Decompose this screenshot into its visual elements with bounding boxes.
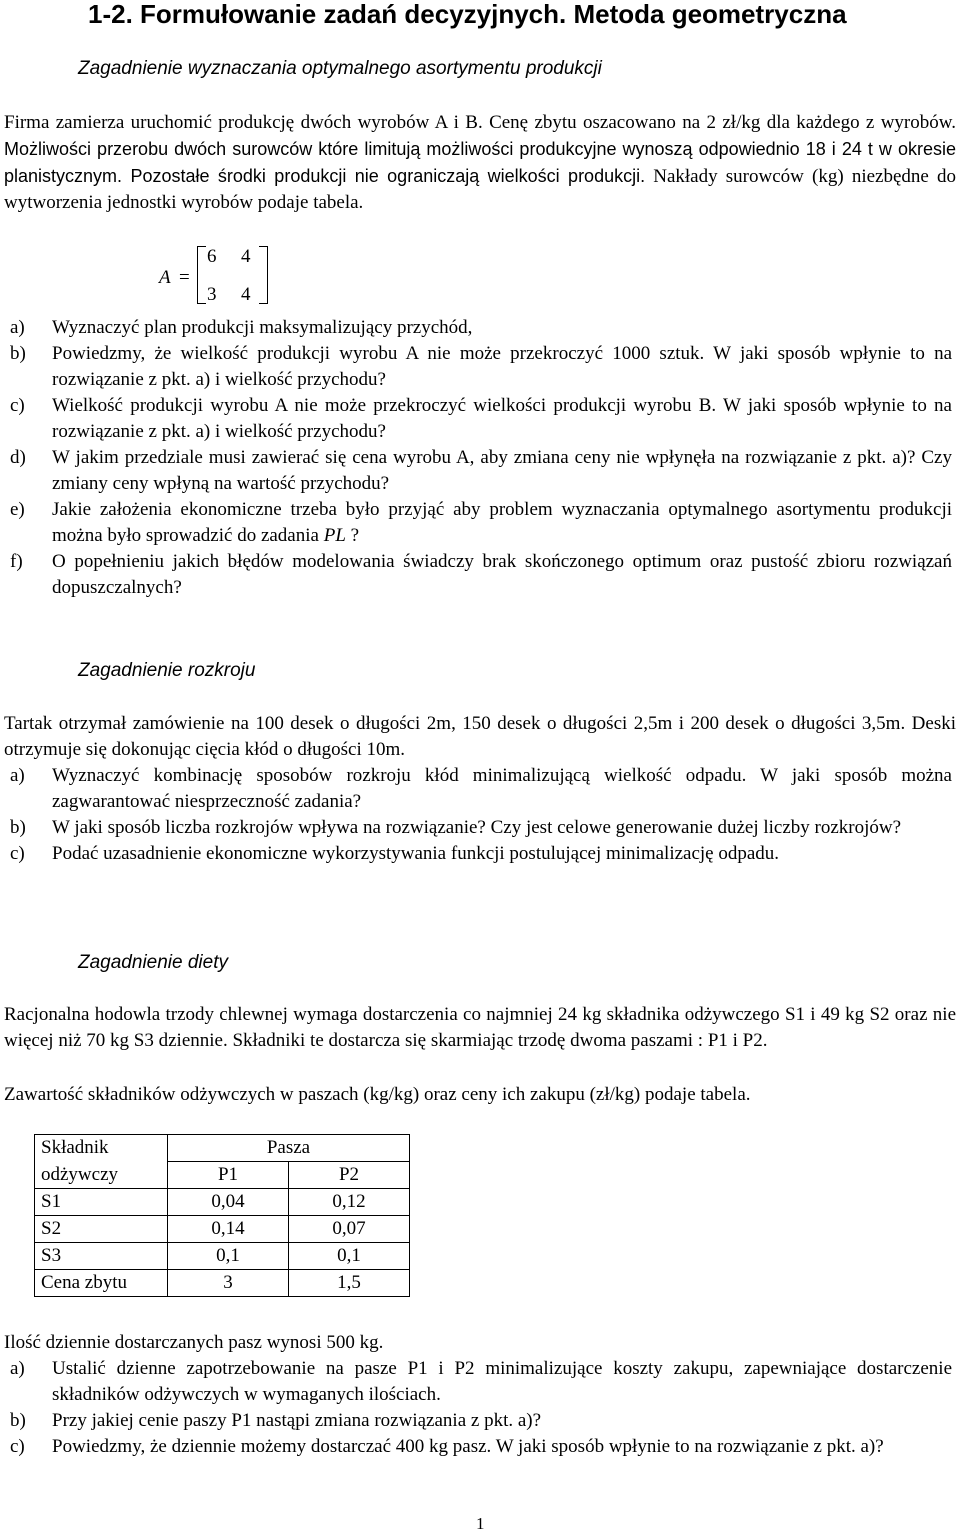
- item-text: Powiedzmy, że dziennie możemy dostarczać 400 kg pasz. W jaki sposób wpłynie to na rozwiązanie z pkt. a)?: [52, 1436, 884, 1457]
- item-text-main: Jakie założenia ekonomiczne trzeba było przyjąć aby problem wyznaczania optymalnego asortymentu produkcji można było sprowadzić do zadania: [52, 499, 952, 546]
- list-item: [0, 393, 960, 445]
- item-text: O popełnieniu jakich błędów modelowania świadczy brak skończonego optimum oraz pustość zbioru rozwiązań dopuszczalnych?: [52, 551, 952, 598]
- matrix-equals: =: [179, 267, 190, 288]
- left-bracket: [197, 246, 206, 304]
- table-cell: 0,14: [168, 1216, 289, 1243]
- table-group-header: Pasza: [168, 1135, 410, 1162]
- item-text: Przy jakiej cenie paszy P1 nastąpi zmiana rozwiązania z pkt. a)?: [52, 1410, 542, 1431]
- intro-part-1: Firma zamierza uruchomić produkcję dwóch wyrobów A i B. Cenę zbytu oszacowano na 2 zł/kg dla każdego z wyrobów.: [4, 112, 956, 133]
- table-row-header: Cena zbytu: [35, 1270, 168, 1297]
- right-bracket: [259, 246, 268, 304]
- item-text: Wielkość produkcji wyrobu A nie może przekroczyć wielkości produkcji wyrobu B. W jaki sposób wpłynie to na rozwiązanie z pkt. a) i wielkość przychodu?: [52, 395, 952, 442]
- list-item: [0, 841, 960, 867]
- item-marker: a): [10, 765, 25, 786]
- intro-part-2: Możliwości przerobu dwóch surowców które limitują możliwości produkcyjne wynoszą odpowiednio 18 i 24 t w okresie planistycznym. Pozostałe środki produkcji nie ograniczają wielkości produkcji.: [4, 139, 956, 186]
- item-marker: a): [10, 1358, 25, 1379]
- table-cell: 0,07: [289, 1216, 410, 1243]
- item-text: Powiedzmy, że wielkość produkcji wyrobu A nie może przekroczyć 1000 sztuk. W jaki sposób wpłynie to na rozwiązanie z pkt. a) i wielkość przychodu?: [52, 343, 952, 390]
- matrix-cell: 3: [207, 284, 217, 305]
- section-title-cutting: Zagadnienie rozkroju: [78, 660, 256, 681]
- item-text: W jaki sposób liczba rozkrojów wpływa na rozwiązanie? Czy jest celowe generowanie dużej liczby rozkrojów?: [52, 817, 902, 838]
- page-number: 1: [476, 1514, 485, 1533]
- section-title-diet: Zagadnienie diety: [78, 952, 228, 973]
- item-text: [52, 497, 952, 549]
- list-item: [0, 1408, 960, 1434]
- table-cell: 0,1: [289, 1243, 410, 1270]
- item-text: Ustalić dzienne zapotrzebowanie na pasze P1 i P2 minimalizujące koszty zakupu, zapewniające dostarczenie składników odżywczych w wymaganych ilościach.: [52, 1358, 952, 1405]
- assortment-questions: [0, 315, 960, 601]
- section-title-assortment: Zagadnienie wyznaczania optymalnego asortymentu produkcji: [78, 58, 602, 79]
- table-row: [35, 1243, 410, 1270]
- table-col-header: P1: [168, 1162, 289, 1189]
- matrix-a: [155, 240, 275, 312]
- table-row-header: S2: [35, 1216, 168, 1243]
- table-cell: 1,5: [289, 1270, 410, 1297]
- item-marker: a): [10, 317, 25, 338]
- table-corner-bottom: odżywczy: [35, 1162, 168, 1189]
- list-item: [0, 763, 960, 815]
- table-row: [35, 1270, 410, 1297]
- list-item: [0, 1356, 960, 1408]
- feed-table: [34, 1134, 410, 1297]
- table-row: [35, 1189, 410, 1216]
- cutting-questions: [0, 763, 960, 867]
- item-marker: c): [10, 395, 25, 416]
- page-title: 1-2. Formułowanie zadań decyzyjnych. Metoda geometryczna: [88, 0, 847, 29]
- table-row-header: S1: [35, 1189, 168, 1216]
- list-item: [0, 315, 960, 341]
- table-cell: 0,12: [289, 1189, 410, 1216]
- diet-intro: Racjonalna hodowla trzody chlewnej wymaga dostarczenia co najmniej 24 kg składnika odżywczego S1 i 49 kg S2 oraz nie więcej niż 70 kg S3 dziennie. Składniki te dostarcza się skarmiając trzodę dwoma paszami : P1 i P2.: [4, 1004, 956, 1051]
- table-row-header: S3: [35, 1243, 168, 1270]
- item-text: Wyznaczyć plan produkcji maksymalizujący przychód,: [52, 317, 473, 338]
- diet-questions: [0, 1356, 960, 1460]
- item-marker: b): [10, 343, 26, 364]
- item-text-tail: ?: [345, 525, 360, 546]
- table-corner-top: Składnik: [35, 1135, 168, 1162]
- item-text: Wyznaczyć kombinację sposobów rozkroju kłód minimalizującą wielkość odpadu. W jaki sposób można zagwarantować niesprzeczność zadania?: [52, 765, 952, 812]
- table-cell: 0,1: [168, 1243, 289, 1270]
- diet-daily-amount: Ilość dziennie dostarczanych pasz wynosi 500 kg.: [4, 1332, 384, 1353]
- item-marker: e): [10, 499, 25, 520]
- table-cell: 3: [168, 1270, 289, 1297]
- list-item: [0, 341, 960, 393]
- item-marker: c): [10, 843, 25, 864]
- item-text-italic: PL: [323, 525, 346, 546]
- item-marker: b): [10, 1410, 26, 1431]
- item-marker: f): [10, 551, 23, 572]
- item-text: W jakim przedziale musi zawierać się cena wyrobu A, aby zmiana ceny nie wpłynęła na rozwiązanie z pkt. a)? Czy zmiany ceny wpłyną na wartość przychodu?: [52, 447, 952, 494]
- matrix-cell: 4: [241, 246, 251, 267]
- matrix-cell: 4: [241, 284, 251, 305]
- table-row: [35, 1216, 410, 1243]
- table-col-header: P2: [289, 1162, 410, 1189]
- item-marker: c): [10, 1436, 25, 1457]
- item-text: Podać uzasadnienie ekonomiczne wykorzystywania funkcji postulującej minimalizację odpadu.: [52, 843, 780, 864]
- table-row: [35, 1162, 410, 1189]
- item-marker: b): [10, 817, 26, 838]
- list-item: [0, 815, 960, 841]
- table-row: [35, 1135, 410, 1162]
- list-item: [0, 497, 960, 549]
- cutting-intro: Tartak otrzymał zamówienie na 100 desek o długości 2m, 150 desek o długości 2,5m i 200 desek o długości 3,5m. Deski otrzymuje się dokonując cięcia kłód o długości 10m.: [4, 713, 956, 760]
- intro-part-3: Nakłady surowców (kg) niezbędne do wytworzenia jednostki wyrobów podaje tabela.: [4, 166, 956, 213]
- item-marker: d): [10, 447, 26, 468]
- matrix-cell: 6: [207, 246, 217, 267]
- list-item: [0, 549, 960, 601]
- assortment-intro: [4, 110, 956, 216]
- matrix-label: A: [159, 267, 171, 288]
- diet-intro-2: Zawartość składników odżywczych w paszach (kg/kg) oraz ceny ich zakupu (zł/kg) podaje tabela.: [4, 1084, 751, 1105]
- list-item: [0, 1434, 960, 1460]
- list-item: [0, 445, 960, 497]
- table-cell: 0,04: [168, 1189, 289, 1216]
